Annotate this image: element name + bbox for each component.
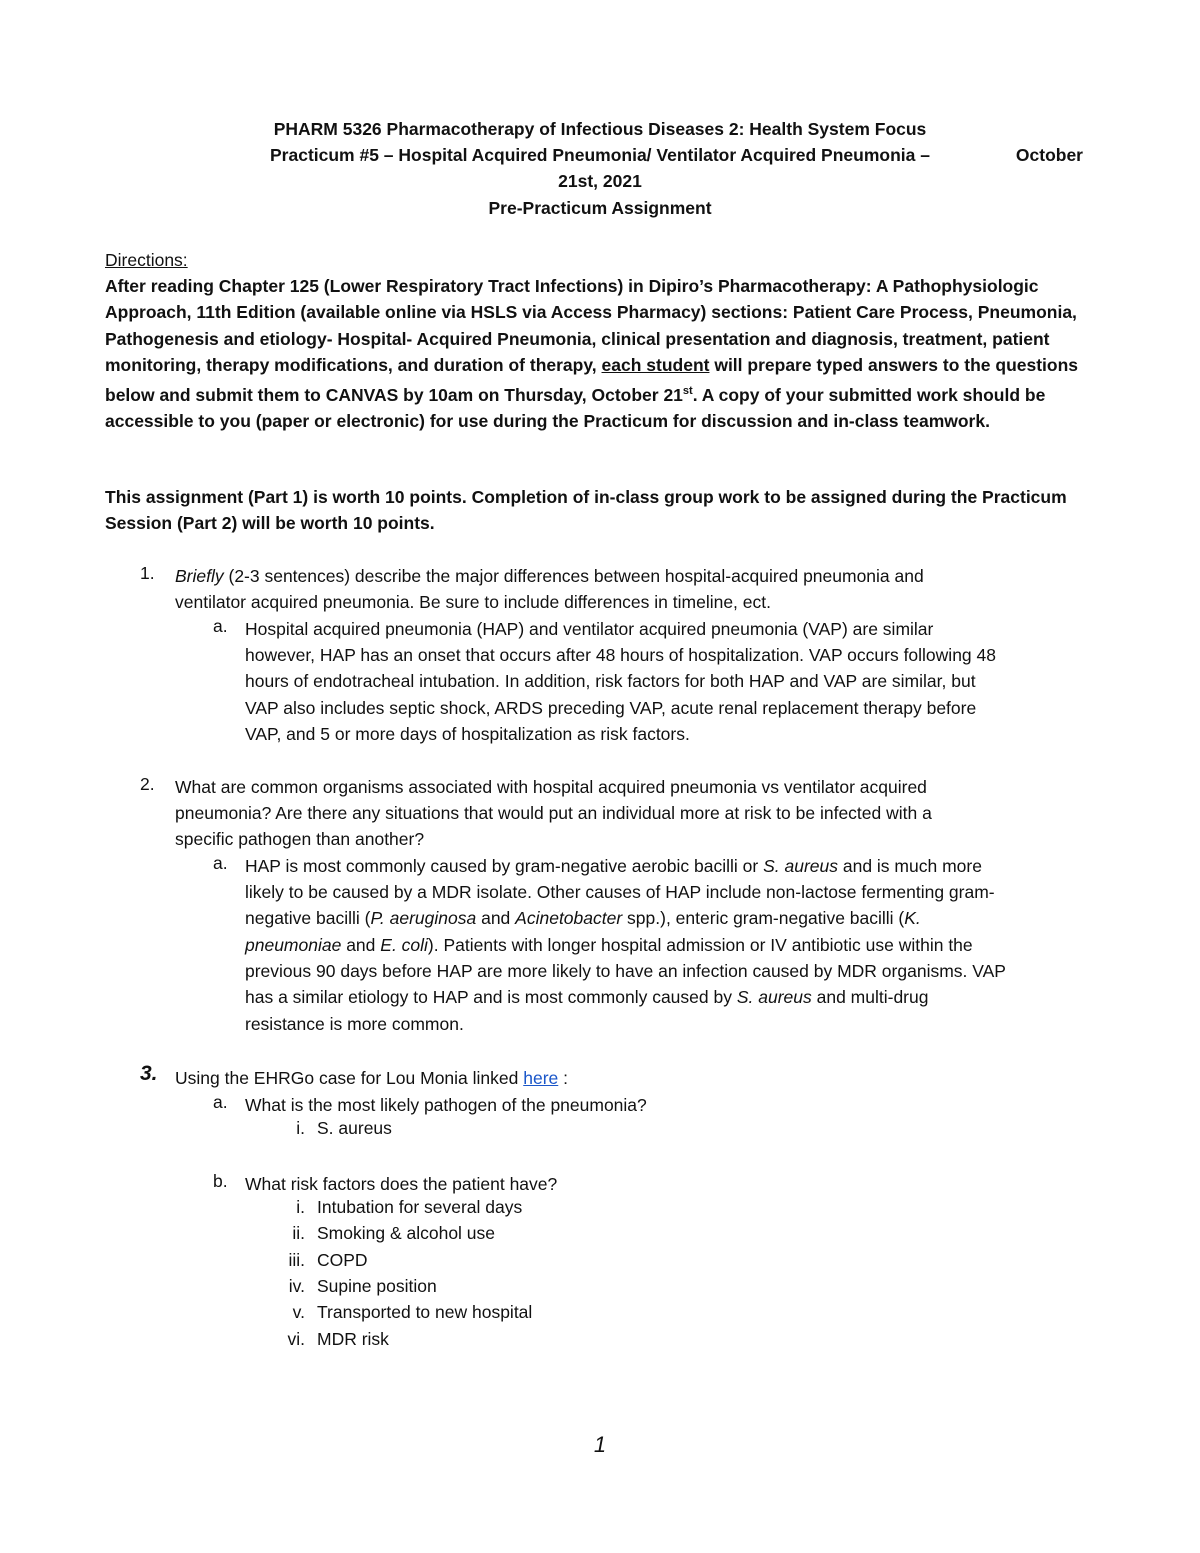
answer-2-text: spp.), enteric gram-negative bacilli ( (622, 908, 905, 928)
answer-2-line (245, 905, 1095, 931)
directions-text (105, 273, 1100, 435)
answer-2-label: a. (213, 853, 228, 873)
risk-factor-label: ii. (292, 1223, 305, 1243)
practicum-date: 21st, 2021 (558, 171, 642, 191)
answer-2-line (245, 932, 1095, 958)
answer-2-line (245, 984, 1095, 1010)
question-1-number: 1. (140, 563, 155, 583)
organism-name: Acinetobacter (515, 908, 623, 928)
answer-2-line: resistance is more common. (245, 1014, 464, 1034)
answer-1-label: a. (213, 616, 228, 636)
answer-1-line: VAP also includes septic shock, ARDS preceding VAP, acute renal replacement therapy before (245, 698, 977, 718)
directions-text-part1: After reading Chapter 125 (Lower Respiratory Tract Infections) in Dipiro’s Pharmacotherapy: A Pathophysiologic Approach, 11th Edition (available online via HSLS via Access Pharmacy) sections: Patient Care Process, Pneumonia, Pathogenesis and etiology- Hospital- Acquired Pneumonia, clinical presentation and diagnosis, treatment, patient monitoring, therapy modifications, and duration of therapy, (105, 276, 1077, 375)
practicum-title: Practicum #5 – Hospital Acquired Pneumonia/ Ventilator Acquired Pneumonia – (270, 145, 930, 165)
organism-name: E. coli (380, 935, 428, 955)
practicum-month: October (1015, 145, 1083, 165)
answer-1-line: Hospital acquired pneumonia (HAP) and ventilator acquired pneumonia (VAP) are similar (245, 619, 934, 639)
question-1-line-2: ventilator acquired pneumonia. Be sure to include differences in timeline, ect. (175, 592, 771, 612)
answer-2-text: and multi-drug (811, 987, 929, 1007)
organism-name: P. aeruginosa (370, 908, 477, 928)
answer-2-line (245, 853, 1095, 879)
question-2-number: 2. (140, 774, 155, 794)
directions-text-part2: will prepare typed answers to the questions below and submit them to CANVAS by 10am on Thursday, October 21 (105, 354, 1079, 406)
question-3a-label: a. (213, 1092, 228, 1112)
organism-name: pneumoniae (245, 935, 342, 955)
question-3-number: 3. (140, 1062, 158, 1085)
question-3-text-end: : (558, 1068, 568, 1088)
question-1-italic: Briefly (175, 566, 224, 586)
page-number: 1 (593, 1432, 607, 1457)
answer-3a-text: S. aureus (317, 1118, 392, 1138)
assignment-subtitle: Pre-Practicum Assignment (488, 198, 712, 218)
risk-factor-item: COPD (317, 1250, 368, 1270)
answer-2-text: HAP is most commonly caused by gram-negative aerobic bacilli or (245, 856, 764, 876)
answer-2-text: and (341, 935, 381, 955)
risk-factor-item: Intubation for several days (317, 1197, 523, 1217)
answer-2-text: negative bacilli ( (245, 908, 371, 928)
date-superscript: st (682, 385, 693, 398)
ehrgo-case-link[interactable]: here (523, 1068, 559, 1088)
assignment-note: This assignment (Part 1) is worth 10 points. Completion of in-class group work to be assigned during the Practicum Session (Part 2) will be worth 10 points. (105, 487, 1067, 534)
risk-factor-label: vi. (287, 1329, 305, 1349)
answer-3a-label: i. (296, 1118, 305, 1138)
each-student-emphasis: each student (601, 354, 710, 375)
answer-2-text: and (476, 908, 516, 928)
answer-2-text: has a similar etiology to HAP and is most commonly caused by (245, 987, 737, 1007)
question-2-line: What are common organisms associated with hospital acquired pneumonia vs ventilator acquired (175, 777, 927, 797)
risk-factor-item: MDR risk (317, 1329, 389, 1349)
question-3-prompt (175, 1065, 1095, 1091)
answer-2-line: likely to be caused by a MDR isolate. Other causes of HAP include non-lactose fermenting gram- (245, 882, 995, 902)
risk-factor-item: Supine position (317, 1276, 437, 1296)
answer-2-text: ). Patients with longer hospital admission or IV antibiotic use within the (427, 935, 973, 955)
answer-1-line: hours of endotracheal intubation. In addition, risk factors for both HAP and VAP are similar, but (245, 671, 976, 691)
answer-1-line: however, HAP has an onset that occurs after 48 hours of hospitalization. VAP occurs following 48 (245, 645, 996, 665)
answer-1-line: VAP, and 5 or more days of hospitalization as risk factors. (245, 724, 690, 744)
answer-2-text: and is much more (838, 856, 982, 876)
document-title: PHARM 5326 Pharmacotherapy of Infectious Diseases 2: Health System Focus (273, 119, 927, 139)
question-2-line: specific pathogen than another? (175, 829, 425, 849)
organism-name: S. aureus (736, 987, 812, 1007)
answer-2-line: previous 90 days before HAP are more likely to have an infection caused by MDR organisms. VAP (245, 961, 1006, 981)
risk-factor-label: i. (296, 1197, 305, 1217)
risk-factor-item: Transported to new hospital (317, 1302, 533, 1322)
practicum-line (105, 142, 1095, 168)
risk-factor-label: v. (292, 1302, 305, 1322)
organism-name: S. aureus (763, 856, 838, 876)
directions-text-part3: . A copy of your submitted work should be accessible to you (paper or electronic) for use during the Practicum for discussion and in-class teamwork. (105, 385, 1046, 432)
question-3b-text: What risk factors does the patient have? (245, 1174, 558, 1194)
risk-factor-item: Smoking & alcohol use (317, 1223, 496, 1243)
question-3b-label: b. (213, 1171, 228, 1191)
question-2-line: pneumonia? Are there any situations that would put an individual more at risk to be infected with a (175, 803, 932, 823)
risk-factor-label: iii. (288, 1250, 305, 1270)
risk-factor-label: iv. (288, 1276, 305, 1296)
question-3-text: Using the EHRGo case for Lou Monia linked (175, 1068, 524, 1088)
directions-label: Directions: (105, 250, 188, 270)
question-1-line-1 (175, 563, 1095, 589)
question-3a-text: What is the most likely pathogen of the pneumonia? (245, 1095, 647, 1115)
organism-name: K. (904, 908, 921, 928)
question-1-line-1-text: (2-3 sentences) describe the major differences between hospital-acquired pneumonia and (223, 566, 924, 586)
